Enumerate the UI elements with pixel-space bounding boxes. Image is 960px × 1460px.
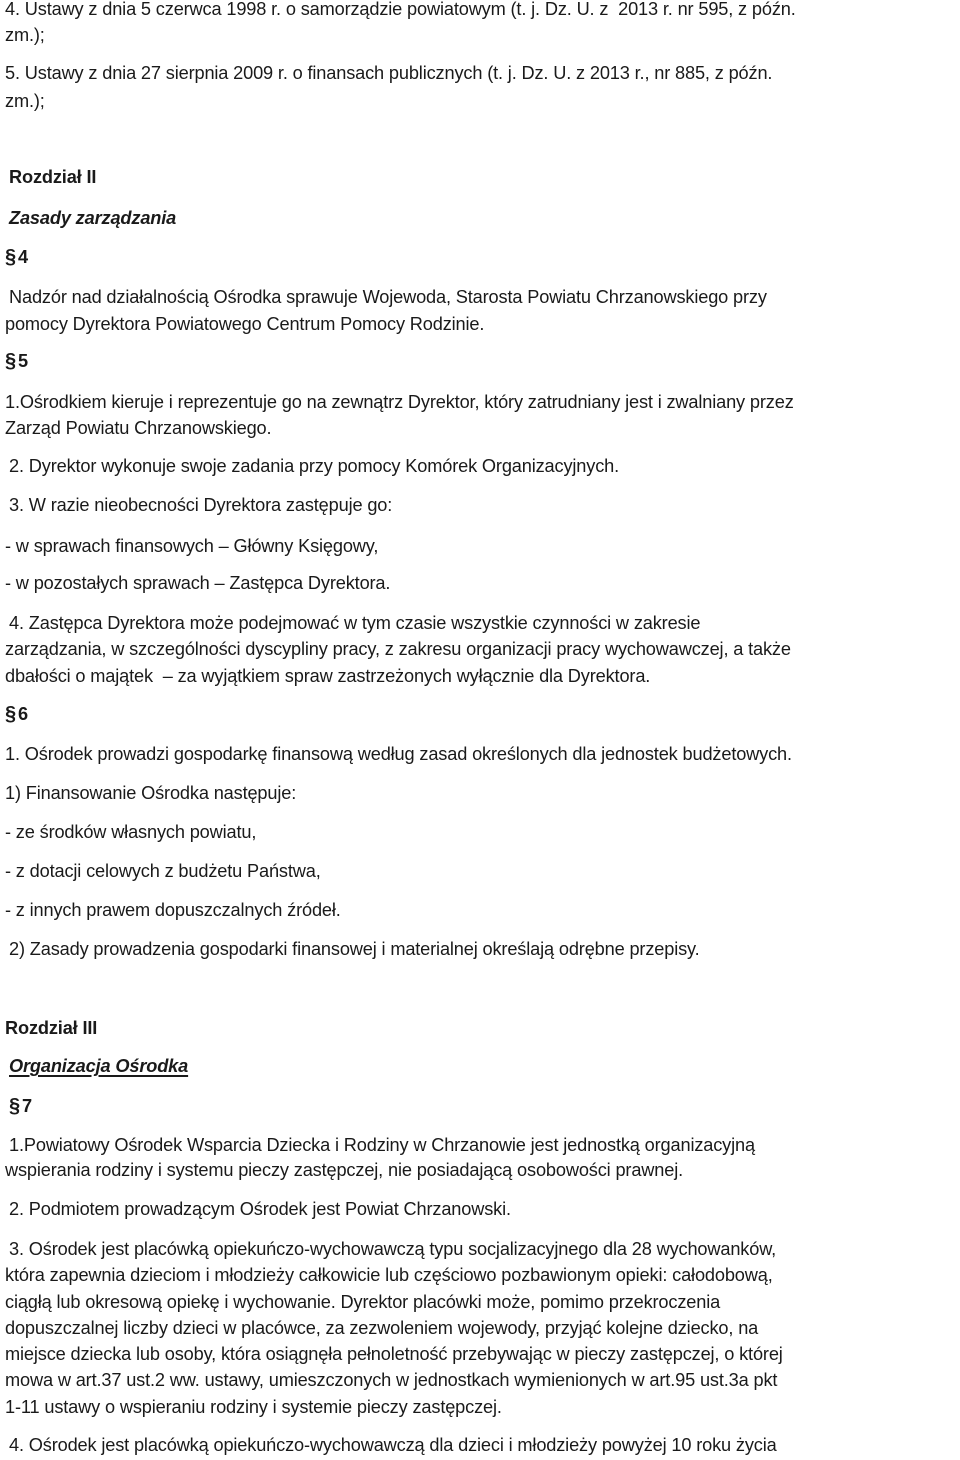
section-number: 6 bbox=[17, 704, 28, 724]
section-6-point-2: 2) Zasady prowadzenia gospodarki finansowej i materialnej określają odrębne przepisy. bbox=[9, 939, 700, 959]
section-sign-icon: § bbox=[5, 703, 16, 725]
section-6-financing: 1) Finansowanie Ośrodka następuje: bbox=[5, 783, 297, 803]
section-sign-icon: § bbox=[5, 246, 16, 268]
section-5-point-3-item-b: - w pozostałych sprawach – Zastępca Dyrektora. bbox=[5, 573, 391, 593]
section-7-point-3: 3. Ośrodek jest placówką opiekuńczo-wychowawczą typu socjalizacyjnego dla 28 wychowanków, bbox=[9, 1239, 777, 1259]
chapter-2-subtitle: Zasady zarządzania bbox=[9, 208, 177, 228]
section-7-point-3-cont-3: dopuszczalnej liczby dzieci w placówce, za zezwoleniem wojewody, przyjąć kolejne dziecko, na bbox=[5, 1318, 759, 1338]
section-7-point-3-cont-2: ciągłą lub okresową opiekę i wychowanie. Dyrektor placówki może, pomimo przekroczenia bbox=[5, 1292, 721, 1312]
section-number: 4 bbox=[17, 247, 28, 267]
section-4-paragraph-cont: pomocy Dyrektora Powiatowego Centrum Pomocy Rodzinie. bbox=[5, 314, 485, 334]
section-7-point-1: 1.Powiatowy Ośrodek Wsparcia Dziecka i Rodziny w Chrzanowie jest jednostką organizacyjną bbox=[9, 1135, 755, 1155]
section-7-point-1-cont: wspierania rodziny i systemu pieczy zastępczej, nie posiadającą osobowości prawnej. bbox=[5, 1160, 684, 1180]
section-6-heading bbox=[5, 701, 28, 727]
section-5-point-4: 4. Zastępca Dyrektora może podejmować w tym czasie wszystkie czynności w zakresie bbox=[9, 613, 701, 633]
section-number: 5 bbox=[17, 351, 28, 371]
section-5-point-3: 3. W razie nieobecności Dyrektora zastępuje go: bbox=[9, 495, 393, 515]
section-7-point-3-cont-5: mowa w art.37 ust.2 ww. ustawy, umieszczonych w jednostkach wymienionych w art.95 ust.3a pkt bbox=[5, 1370, 778, 1390]
chapter-3-subtitle: Organizacja Ośrodka bbox=[9, 1056, 189, 1076]
section-5-point-1-cont: Zarząd Powiatu Chrzanowskiego. bbox=[5, 418, 272, 438]
section-5-point-2: 2. Dyrektor wykonuje swoje zadania przy pomocy Komórek Organizacyjnych. bbox=[9, 456, 620, 476]
section-5-point-4-cont-1: zarządzania, w szczególności dyscypliny pracy, z zakresu organizacji pracy wychowawczej, a także bbox=[5, 639, 791, 659]
legal-basis-item-5-cont: zm.); bbox=[5, 91, 45, 111]
section-6-financing-item-c: - z innych prawem dopuszczalnych źródeł. bbox=[5, 900, 341, 920]
section-sign-icon: § bbox=[9, 1095, 20, 1117]
section-number: 7 bbox=[21, 1096, 32, 1116]
section-5-point-1: 1.Ośrodkiem kieruje i reprezentuje go na zewnątrz Dyrektor, który zatrudniany jest i zwalniany przez bbox=[5, 392, 794, 412]
legal-basis-item-5: 5. Ustawy z dnia 27 sierpnia 2009 r. o finansach publicznych (t. j. Dz. U. z 2013 r., nr 885, z późn. bbox=[5, 63, 773, 83]
section-7-point-3-cont-1: która zapewnia dzieciom i młodzieży całkowicie lub częściowo pozbawionym opieki: całodobową, bbox=[5, 1265, 773, 1285]
section-4-heading bbox=[5, 244, 28, 270]
chapter-3-title: Rozdział III bbox=[5, 1018, 98, 1038]
section-sign-icon: § bbox=[5, 350, 16, 372]
chapter-2-title: Rozdział II bbox=[9, 167, 97, 187]
section-7-point-4: 4. Ośrodek jest placówką opiekuńczo-wychowawczą dla dzieci i młodzieży powyżej 10 roku życia bbox=[9, 1435, 777, 1455]
section-6-point-1: 1. Ośrodek prowadzi gospodarkę finansową według zasad określonych dla jednostek budżetowych. bbox=[5, 744, 792, 764]
section-4-paragraph: Nadzór nad działalnością Ośrodka sprawuje Wojewoda, Starosta Powiatu Chrzanowskiego przy bbox=[9, 287, 767, 307]
section-5-point-4-cont-2: dbałości o majątek – za wyjątkiem spraw zastrzeżonych wyłącznie dla Dyrektora. bbox=[5, 666, 651, 686]
legal-basis-item-4: 4. Ustawy z dnia 5 czerwca 1998 r. o samorządzie powiatowym (t. j. Dz. U. z 2013 r. nr 595, z późn. bbox=[5, 0, 796, 19]
section-7-heading bbox=[9, 1093, 32, 1119]
section-7-point-3-cont-4: miejsce dziecka lub osoby, która osiągnęła pełnoletność przebywając w pieczy zastępczej, o której bbox=[5, 1344, 783, 1364]
legal-basis-item-4-cont: zm.); bbox=[5, 25, 45, 45]
section-5-heading bbox=[5, 348, 28, 374]
section-6-financing-item-a: - ze środków własnych powiatu, bbox=[5, 822, 257, 842]
section-7-point-2: 2. Podmiotem prowadzącym Ośrodek jest Powiat Chrzanowski. bbox=[9, 1199, 511, 1219]
section-6-financing-item-b: - z dotacji celowych z budżetu Państwa, bbox=[5, 861, 321, 881]
section-5-point-3-item-a: - w sprawach finansowych – Główny Księgowy, bbox=[5, 536, 379, 556]
section-7-point-3-cont-6: 1-11 ustawy o wspieraniu rodziny i systemie pieczy zastępczej. bbox=[5, 1397, 502, 1417]
